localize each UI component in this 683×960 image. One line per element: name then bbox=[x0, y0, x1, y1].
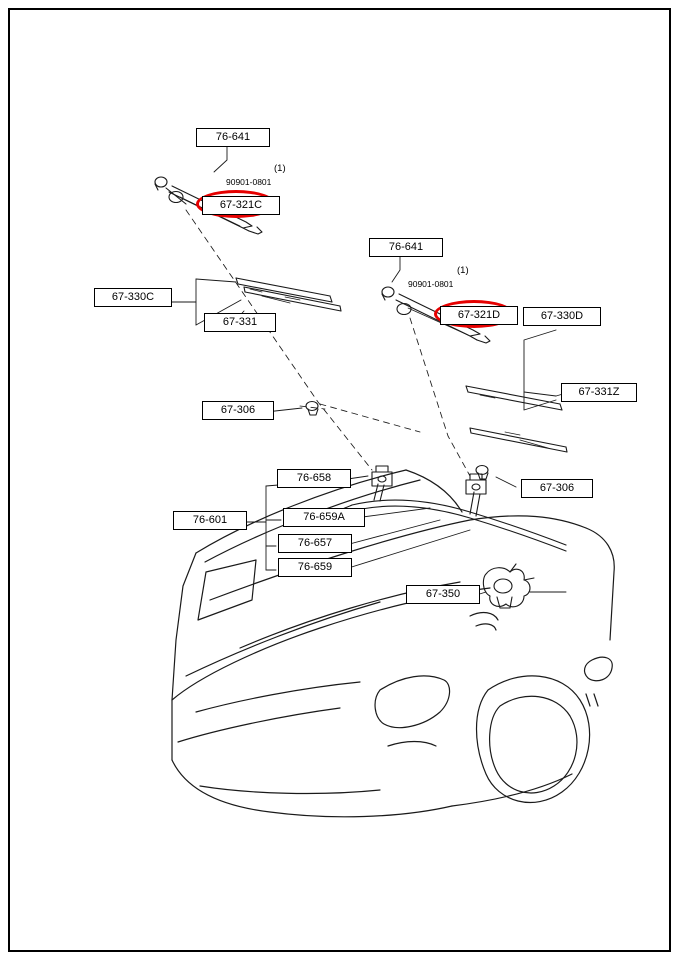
annotation-partnumber-right: 90901-0801 bbox=[408, 279, 454, 289]
grommet-parts bbox=[306, 402, 488, 480]
left-wiper-blade bbox=[236, 278, 341, 311]
part-label-67-350[interactable]: 67-350 bbox=[406, 585, 480, 604]
part-label-76-657[interactable]: 76-657 bbox=[278, 534, 352, 553]
part-label-76-659A[interactable]: 76-659A bbox=[283, 508, 365, 527]
part-label-67-306-right[interactable]: 67-306 bbox=[521, 479, 593, 498]
annotation-quantity-left: (1) bbox=[274, 163, 286, 174]
part-label-67-331[interactable]: 67-331 bbox=[204, 313, 276, 332]
part-label-67-330D[interactable]: 67-330D bbox=[523, 307, 601, 326]
part-label-76-658[interactable]: 76-658 bbox=[277, 469, 351, 488]
part-label-67-321C[interactable]: 67-321C bbox=[202, 196, 280, 215]
washer-pump bbox=[483, 564, 534, 608]
part-label-67-321D[interactable]: 67-321D bbox=[440, 306, 518, 325]
part-label-76-641-right[interactable]: 76-641 bbox=[369, 238, 443, 257]
part-label-76-659[interactable]: 76-659 bbox=[278, 558, 352, 577]
part-label-76-601[interactable]: 76-601 bbox=[173, 511, 247, 530]
part-label-76-641-left[interactable]: 76-641 bbox=[196, 128, 270, 147]
annotation-partnumber-left: 90901-0801 bbox=[226, 177, 272, 187]
part-label-67-330C[interactable]: 67-330C bbox=[94, 288, 172, 307]
part-label-67-331Z[interactable]: 67-331Z bbox=[561, 383, 637, 402]
annotation-quantity-right: (1) bbox=[457, 265, 469, 276]
part-label-67-306-left[interactable]: 67-306 bbox=[202, 401, 274, 420]
